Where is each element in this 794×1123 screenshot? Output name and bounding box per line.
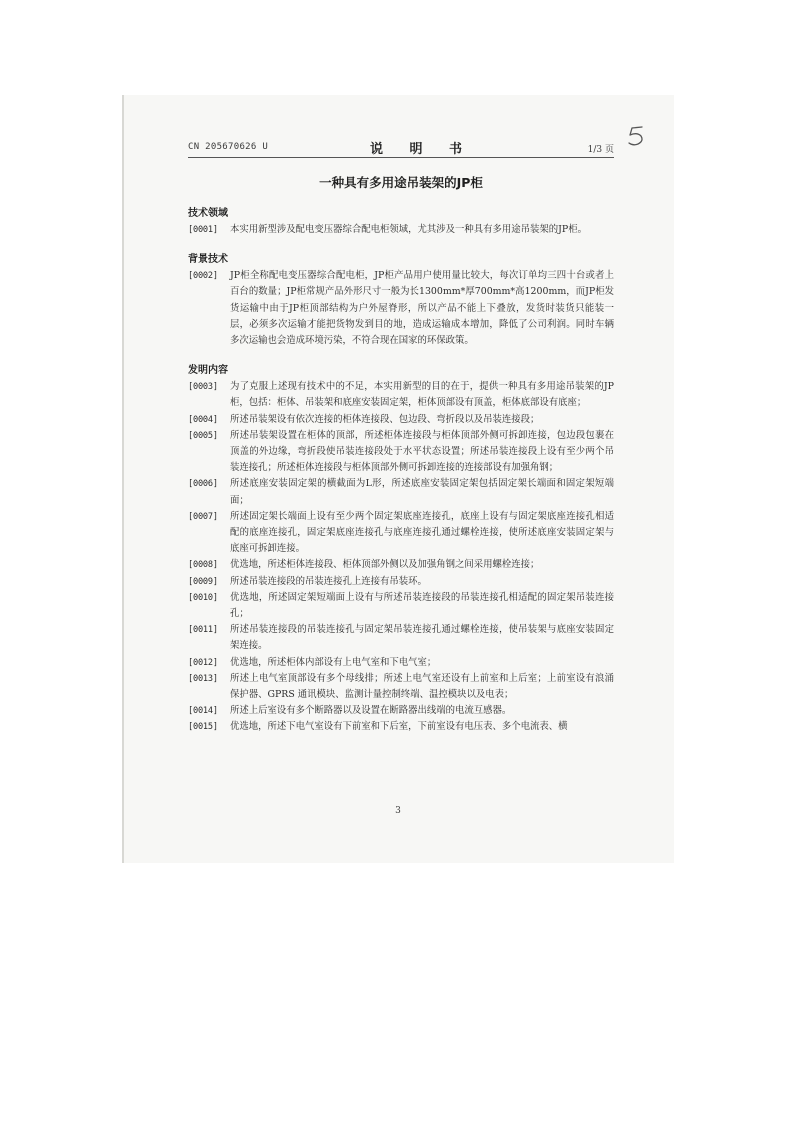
paragraph-number: [0012] (188, 657, 218, 668)
document-number: CN 205670626 U (188, 142, 269, 152)
paragraph-text: 所述吊装架设置在柜体的顶部，所述柜体连接段与柜体顶部外侧可拆卸连接，包边段包裹在顶盖的外边缘，弯折段使吊装连接段处于水平状态设置；所述吊装连接段上设有至少两个吊装连接孔；所述柜体连接段与柜体顶部外侧可拆卸连接的连接部设有加强角钢； (230, 429, 614, 474)
document-title: 一种具有多用途吊装架的JP柜 (319, 175, 483, 190)
section-heading: 技术领域 (188, 208, 228, 219)
paragraph-text: 所述固定架长端面上设有至少两个固定架底座连接孔，底座上设有与固定架底座连接孔相适配的底座连接孔，固定架底座连接孔与底座连接孔通过螺栓连接，使所述底座安装固定架与底座可拆卸连接。 (230, 510, 614, 555)
paragraph-number: [0003] (188, 382, 218, 393)
section-background (188, 252, 614, 349)
document-type: 说 明 书 (370, 142, 474, 157)
paragraph-number: [0010] (188, 592, 218, 603)
handwritten-page-mark (625, 124, 647, 148)
paragraph-number: [0011] (188, 625, 218, 636)
paragraph-text: 所述上后室设有多个断路器以及设置在断路器出线端的电流互感器。 (230, 705, 512, 717)
page-number: 3 (395, 806, 401, 816)
paragraph (188, 412, 614, 428)
page-header (188, 138, 614, 158)
paragraph (188, 268, 614, 349)
paragraph (188, 222, 614, 238)
paragraph (188, 655, 614, 671)
paragraph (188, 428, 614, 477)
paragraph-text: 为了克服上述现有技术中的不足，本实用新型的目的在于，提供一种具有多用途吊装架的JP柜，包括：柜体、吊装架和底座安装固定架，柜体顶部设有顶盖，柜体底部设有底座； (230, 381, 614, 409)
section-invention-content (188, 363, 614, 735)
paragraph (188, 557, 614, 573)
paragraph-number: [0002] (188, 271, 218, 282)
paragraph-number: [0005] (188, 430, 218, 441)
paragraph-text: 优选地，所述下电气室设有下前室和下后室，下前室设有电压表、多个电流表、横 (230, 721, 568, 733)
paragraph-text: 所述吊装连接段的吊装连接孔与固定架吊装连接孔通过螺栓连接，使吊装架与底座安装固定架连接。 (230, 624, 614, 652)
paragraph-text: JP柜全称配电变压器综合配电柜，JP柜产品用户使用量比较大，每次订单均三四十台或者上百台的数量；JP柜常规产品外形尺寸一般为长1300mm*厚700mm*高1200mm，而JP柜发货运输中由于JP柜顶部结构为户外屋脊形，所以产品不能上下叠放，发货时装货只能装一层，必须多次运输才能把货物发到目的地，造成运输成本增加，降低了公司利润。同时车辆多次运输也会造成环境污染，不符合现在国家的环保政策。 (230, 270, 614, 347)
paragraph-number: [0001] (188, 225, 218, 235)
paragraph (188, 719, 614, 735)
section-heading: 发明内容 (188, 365, 228, 377)
paragraph-text: 本实用新型涉及配电变压器综合配电柜领域，尤其涉及一种具有多用途吊装架的JP柜。 (230, 224, 587, 235)
paragraph (188, 379, 614, 411)
paragraph-text: 优选地，所述柜体内部设有上电气室和下电气室； (230, 656, 437, 668)
document-body (188, 206, 614, 736)
paragraph-number: [0013] (188, 673, 218, 684)
paragraph-text: 优选地，所述柜体连接段、柜体顶部外侧以及加强角钢之间采用螺栓连接； (230, 559, 540, 571)
paragraph (188, 590, 614, 622)
paragraph (188, 574, 614, 590)
paragraph-text: 所述吊装连接段的吊装连接孔上连接有吊装环。 (230, 575, 427, 587)
paragraph-number: [0008] (188, 560, 218, 571)
paragraph-text: 优选地，所述固定架短端面上设有与所述吊装连接段的吊装连接孔相适配的固定架吊装连接孔； (230, 591, 614, 620)
paragraph-number: [0015] (188, 722, 218, 733)
paragraph (188, 509, 614, 558)
paragraph-number: [0009] (188, 576, 218, 587)
paragraph-number: [0006] (188, 479, 218, 490)
paragraph-text: 所述上电气室顶部设有多个母线排；所述上电气室还设有上前室和上后室；上前室设有浪涌保护器、GPRS 通讯模块、监测计量控制终端、温控模块以及电表； (230, 672, 614, 701)
paragraph (188, 622, 614, 654)
section-technical-field (188, 206, 614, 238)
scan-edge (122, 95, 124, 863)
paragraph (188, 671, 614, 703)
header-rule (188, 157, 614, 158)
paragraph-number: [0004] (188, 414, 218, 425)
section-heading: 背景技术 (188, 254, 228, 266)
paragraph (188, 703, 614, 719)
paragraph-number: [0014] (188, 706, 218, 717)
paragraph-text: 所述底座安装固定架的横截面为L形，所述底座安装固定架包括固定架长端面和固定架短端面； (230, 478, 614, 506)
paragraph (188, 476, 614, 508)
paragraph-number: [0007] (188, 511, 218, 522)
paragraph-text: 所述吊装架设有依次连接的柜体连接段、包边段、弯折段以及吊装连接段； (230, 413, 540, 425)
page-count: 1/3 页 (587, 145, 614, 155)
